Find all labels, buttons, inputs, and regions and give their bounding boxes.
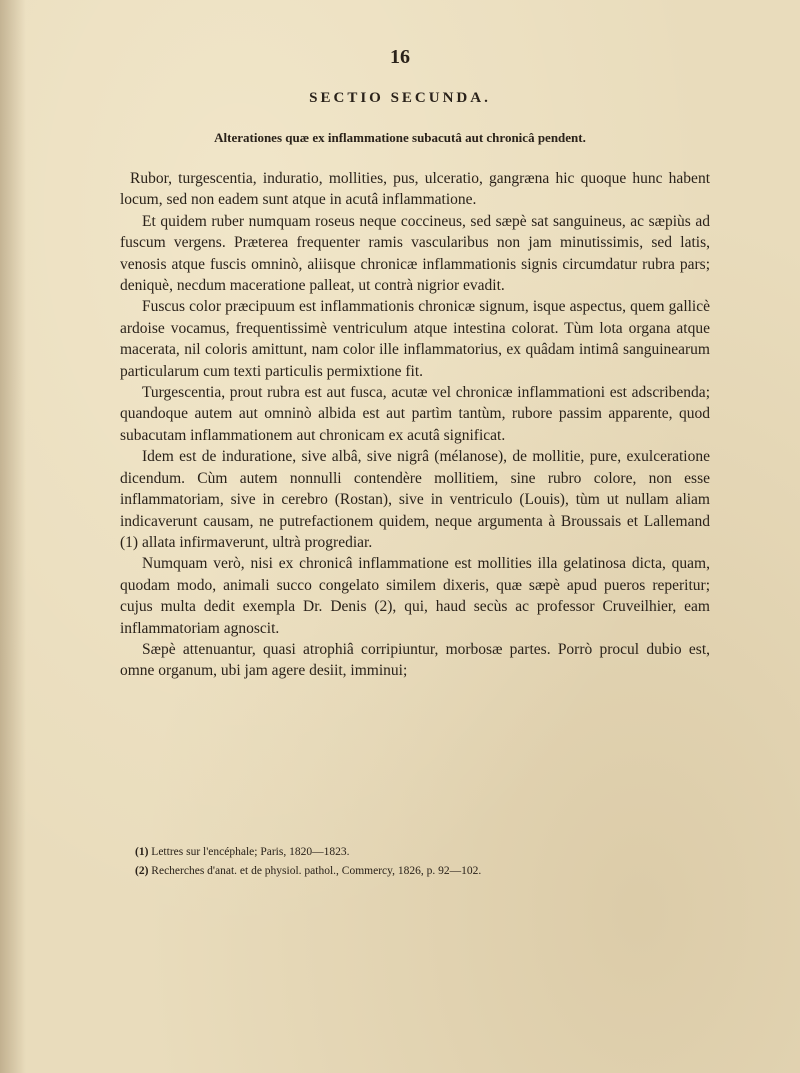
footnote-text: Lettres sur l'encéphale; Paris, 1820—1823. [151, 846, 350, 858]
paragraph: Numquam verò, nisi ex chronicâ inflammatione est mollities illa gelatinosa dicta, quam, quodam modo, animali succo congelato similem dixeris, quæ sæpè apud pueros reperitur; cujus multa dedit exempla Dr. Denis (2), qui, haud secùs ac professor Cruveilhier, eam inflammatoriam agnoscit. [120, 555, 710, 637]
footnote-mark: (1) [135, 846, 149, 858]
footnote [135, 843, 705, 862]
paragraph: Sæpè attenuantur, quasi atrophiâ corripiuntur, morbosæ partes. Porrò procul dubio est, omne organum, ubi jam agere desiit, imminui; [120, 640, 710, 680]
paragraph: Turgescentia, prout rubra est aut fusca, acutæ vel chronicæ inflammationi est adscribenda; quandoque autem aut omninò albida est aut partìm tantùm, rubore passim apparente, quod subacutam inflammationem aut chronicam ex acutâ significat. [120, 384, 710, 444]
footnote-mark: (2) [135, 865, 149, 877]
paragraph: Idem est de induratione, sive albâ, sive nigrâ (mélanose), de mollitie, pure, exulceratione dicendum. Cùm autem nonnulli contendère mollitiem, sine rubro colore, non esse inflammatoriam, sive in cerebro (Rostan), sive in ventriculo (Louis), tùm ut nullam aliam indicaverunt causam, ne putrefactionem quidem, neque argumenta à Broussais et Lallemand (1) allata infirmaverunt, ultrà progrediar. [120, 448, 710, 551]
binding-shadow [0, 0, 26, 1073]
section-subtitle: Alterationes quæ ex inflammatione subacutâ aut chronicâ pendent. [214, 130, 586, 145]
body-text [120, 168, 710, 682]
section-title: SECTIO SECUNDA. [309, 90, 491, 106]
page-number: 16 [390, 46, 410, 68]
footnote [135, 862, 705, 881]
paragraph: Fuscus color præcipuum est inflammationis chronicæ signum, isque aspectus, quem gallicè ardoise vocamus, frequentissimè ventriculum atque intestina colorat. Tùm lota organa atque macerata, nil coloris amittunt, nam color ille inflammatorius, ex quâdam intimâ sanguinearum particularum cum texti particulis permixtione fit. [120, 298, 710, 380]
paragraph: Et quidem ruber numquam roseus neque coccineus, sed sæpè sat sanguineus, ac sæpiùs ad fuscum vergens. Præterea frequenter ramis vascularibus non jam minutissimis, sed latis, venosis atque fuscis omninò, aliisque chronicæ inflammationis signis circumdatur rubra pars; deniquè, necdum maceratione palleat, ut contrà nigrior evadit. [120, 212, 710, 295]
footnotes [135, 843, 705, 881]
paragraph: Rubor, turgescentia, induratio, mollities, pus, ulceratio, gangræna hic quoque hunc habent locum, sed non eadem sunt atque in acutâ inflammatione. [120, 170, 710, 209]
footnote-text: Recherches d'anat. et de physiol. pathol., Commercy, 1826, p. 92—102. [151, 865, 482, 877]
